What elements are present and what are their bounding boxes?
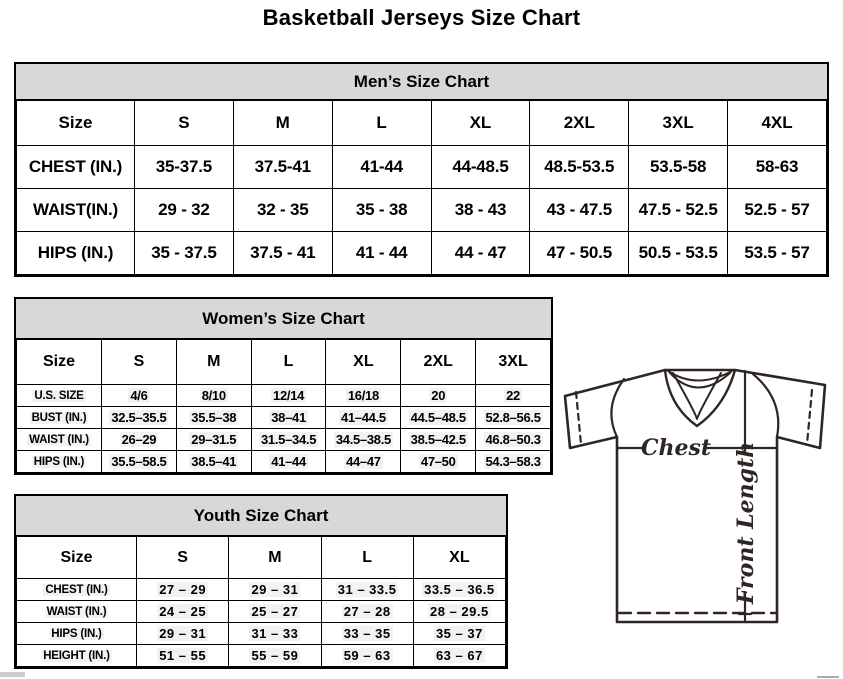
size-value-cell: 38–41 xyxy=(251,407,326,429)
row-label: WAIST(IN.) xyxy=(17,189,135,232)
size-value-cell: 34.5–38.5 xyxy=(326,429,401,451)
size-value-cell: 44.5–48.5 xyxy=(401,407,476,429)
horizontal-scrollbar-track[interactable] xyxy=(817,676,839,678)
chest-label: Chest xyxy=(640,435,712,461)
size-value-cell: 29–31.5 xyxy=(176,429,251,451)
size-value-cell: 35.5–58.5 xyxy=(102,451,177,473)
horizontal-scrollbar-thumb[interactable] xyxy=(0,672,25,677)
column-header: 3XL xyxy=(476,340,551,385)
right-armhole-seam-icon xyxy=(753,374,778,437)
size-value-cell: 28 – 29.5 xyxy=(413,601,505,623)
size-value-cell: 25 – 27 xyxy=(229,601,321,623)
front-length-label: Front Length xyxy=(733,441,759,605)
size-value-cell: 47 - 50.5 xyxy=(530,232,629,275)
column-header: L xyxy=(321,537,413,579)
size-value-cell: 31 – 33 xyxy=(229,623,321,645)
table-row xyxy=(17,623,506,645)
table-row xyxy=(17,451,551,473)
column-header: XL xyxy=(413,537,505,579)
column-header: 4XL xyxy=(728,101,827,146)
size-value-cell: 44-48.5 xyxy=(431,146,530,189)
size-value-cell: 47.5 - 52.5 xyxy=(629,189,728,232)
size-value-cell: 27 – 28 xyxy=(321,601,413,623)
column-header: L xyxy=(332,101,431,146)
column-header: 3XL xyxy=(629,101,728,146)
size-value-cell: 27 – 29 xyxy=(137,579,229,601)
size-value-cell: 32 - 35 xyxy=(233,189,332,232)
row-label: WAIST (IN.) xyxy=(17,601,137,623)
row-label: HIPS (IN.) xyxy=(17,232,135,275)
column-header: XL xyxy=(431,101,530,146)
size-value-cell: 55 – 59 xyxy=(229,645,321,667)
column-header: L xyxy=(251,340,326,385)
column-header: M xyxy=(233,101,332,146)
right-cuff-dashed-icon xyxy=(807,390,812,444)
header-row xyxy=(17,101,827,146)
size-value-cell: 52.8–56.5 xyxy=(476,407,551,429)
size-value-cell: 47–50 xyxy=(401,451,476,473)
row-label: WAIST (IN.) xyxy=(17,429,102,451)
youth-size-chart xyxy=(14,494,508,669)
column-header: Size xyxy=(17,101,135,146)
header-row xyxy=(17,537,506,579)
size-value-cell: 4/6 xyxy=(102,385,177,407)
size-value-cell: 35 - 37.5 xyxy=(135,232,234,275)
row-label: BUST (IN.) xyxy=(17,407,102,429)
size-value-cell: 8/10 xyxy=(176,385,251,407)
size-value-cell: 31 – 33.5 xyxy=(321,579,413,601)
size-value-cell: 26–29 xyxy=(102,429,177,451)
size-value-cell: 35.5–38 xyxy=(176,407,251,429)
size-value-cell: 35 – 37 xyxy=(413,623,505,645)
size-value-cell: 29 – 31 xyxy=(229,579,321,601)
table-row xyxy=(17,429,551,451)
table-row xyxy=(17,146,827,189)
column-header: S xyxy=(135,101,234,146)
column-header: M xyxy=(229,537,321,579)
size-value-cell: 29 - 32 xyxy=(135,189,234,232)
left-cuff-dashed-icon xyxy=(576,392,581,444)
womens-table-title: Women’s Size Chart xyxy=(16,299,551,339)
mens-table-title: Men’s Size Chart xyxy=(16,64,827,100)
size-value-cell: 50.5 - 53.5 xyxy=(629,232,728,275)
row-label: CHEST (IN.) xyxy=(17,579,137,601)
size-value-cell: 35 - 38 xyxy=(332,189,431,232)
left-armhole-seam-icon xyxy=(611,379,624,437)
column-header: 2XL xyxy=(401,340,476,385)
column-header: 2XL xyxy=(530,101,629,146)
table-row xyxy=(17,232,827,275)
table-row xyxy=(17,385,551,407)
size-value-cell: 44 - 47 xyxy=(431,232,530,275)
jersey-outline-icon xyxy=(565,370,825,622)
size-value-cell: 54.3–58.3 xyxy=(476,451,551,473)
size-value-cell: 51 – 55 xyxy=(137,645,229,667)
row-label: HEIGHT (IN.) xyxy=(17,645,137,667)
size-value-cell: 31.5–34.5 xyxy=(251,429,326,451)
size-value-cell: 63 – 67 xyxy=(413,645,505,667)
size-value-cell: 52.5 - 57 xyxy=(728,189,827,232)
size-value-cell: 38 - 43 xyxy=(431,189,530,232)
jersey-measurement-diagram xyxy=(556,358,836,638)
womens-table xyxy=(16,339,551,473)
size-value-cell: 41 - 44 xyxy=(332,232,431,275)
table-row xyxy=(17,601,506,623)
size-value-cell: 41-44 xyxy=(332,146,431,189)
size-value-cell: 44–47 xyxy=(326,451,401,473)
womens-size-chart xyxy=(14,297,553,475)
size-value-cell: 43 - 47.5 xyxy=(530,189,629,232)
size-value-cell: 37.5 - 41 xyxy=(233,232,332,275)
size-value-cell: 35-37.5 xyxy=(135,146,234,189)
size-value-cell: 32.5–35.5 xyxy=(102,407,177,429)
size-value-cell: 59 – 63 xyxy=(321,645,413,667)
column-header: S xyxy=(137,537,229,579)
row-label: U.S. SIZE xyxy=(17,385,102,407)
size-value-cell: 53.5-58 xyxy=(629,146,728,189)
table-row xyxy=(17,407,551,429)
column-header: S xyxy=(102,340,177,385)
size-value-cell: 48.5-53.5 xyxy=(530,146,629,189)
youth-table xyxy=(16,536,506,667)
mens-table xyxy=(16,100,827,275)
mens-size-chart xyxy=(14,62,829,277)
size-value-cell: 33 – 35 xyxy=(321,623,413,645)
column-header: XL xyxy=(326,340,401,385)
size-value-cell: 41–44.5 xyxy=(326,407,401,429)
size-value-cell: 53.5 - 57 xyxy=(728,232,827,275)
size-value-cell: 24 – 25 xyxy=(137,601,229,623)
table-row xyxy=(17,189,827,232)
table-row xyxy=(17,645,506,667)
column-header: Size xyxy=(17,340,102,385)
row-label: HIPS (IN.) xyxy=(17,451,102,473)
header-row xyxy=(17,340,551,385)
column-header: Size xyxy=(17,537,137,579)
size-value-cell: 22 xyxy=(476,385,551,407)
column-header: M xyxy=(176,340,251,385)
size-value-cell: 41–44 xyxy=(251,451,326,473)
page-title: Basketball Jerseys Size Chart xyxy=(262,5,581,30)
size-value-cell: 37.5-41 xyxy=(233,146,332,189)
size-value-cell: 29 – 31 xyxy=(137,623,229,645)
size-value-cell: 16/18 xyxy=(326,385,401,407)
size-value-cell: 38.5–42.5 xyxy=(401,429,476,451)
size-value-cell: 20 xyxy=(401,385,476,407)
size-value-cell: 38.5–41 xyxy=(176,451,251,473)
table-row xyxy=(17,579,506,601)
size-value-cell: 12/14 xyxy=(251,385,326,407)
row-label: HIPS (IN.) xyxy=(17,623,137,645)
size-value-cell: 33.5 – 36.5 xyxy=(413,579,505,601)
row-label: CHEST (IN.) xyxy=(17,146,135,189)
size-value-cell: 58-63 xyxy=(728,146,827,189)
size-value-cell: 46.8–50.3 xyxy=(476,429,551,451)
youth-table-title: Youth Size Chart xyxy=(16,496,506,536)
